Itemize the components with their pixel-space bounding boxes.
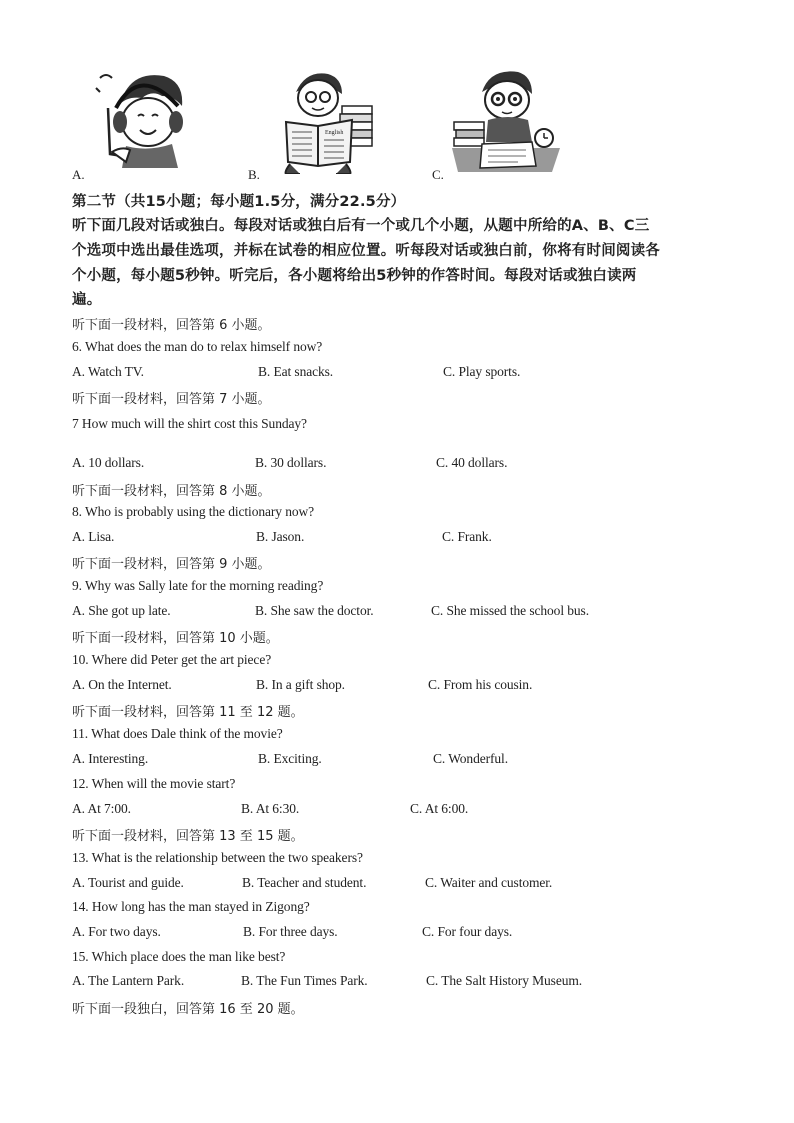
picture-a-label: A. xyxy=(72,167,85,182)
q15-option-c: C. The Salt History Museum. xyxy=(426,973,583,988)
question-13: 13. What is the relationship between the two speakers? xyxy=(72,850,363,865)
q14-option-a: A. For two days. xyxy=(72,924,161,939)
section-title: 第二节（共15小题；每小题1.5分，满分22.5分） xyxy=(72,194,406,210)
question-14: 14. How long has the man stayed in Zigong? xyxy=(72,899,310,914)
q7-option-b: B. 30 dollars. xyxy=(255,455,327,470)
q11-option-b: B. Exciting. xyxy=(258,751,322,766)
prompt-q16-20: 听下面一段独白，回答第 16 至 20 题。 xyxy=(72,1002,304,1017)
q9-option-b: B. She saw the doctor. xyxy=(255,603,374,618)
question-9: 9. Why was Sally late for the morning reading? xyxy=(72,578,324,593)
prompt-q13-15: 听下面一段材料，回答第 13 至 15 题。 xyxy=(72,829,304,844)
q7-option-c: C. 40 dollars. xyxy=(436,455,508,470)
prompt-q8: 听下面一段材料，回答第 8 小题。 xyxy=(72,484,271,499)
english-book-text: English xyxy=(325,130,344,136)
q11-option-c: C. Wonderful. xyxy=(433,751,508,766)
q8-option-b: B. Jason. xyxy=(256,529,305,544)
q8-option-a: A. Lisa. xyxy=(72,529,115,544)
q6-option-c: C. Play sports. xyxy=(443,364,521,379)
q9-option-c: C. She missed the school bus. xyxy=(431,603,589,618)
instructions-line-3: 个小题，每小题5秒钟。听完后，各小题将给出5秒钟的作答时间。每段对话或独白读两 xyxy=(72,268,637,284)
q12-option-a: A. At 7:00. xyxy=(72,801,131,816)
instructions-line-1: 听下面几段对话或独白。每段对话或独白后有一个或几个小题，从题中所给的A、B、C三 xyxy=(72,218,650,234)
q6-option-b: B. Eat snacks. xyxy=(258,364,334,379)
prompt-q10: 听下面一段材料，回答第 10 小题。 xyxy=(72,631,279,646)
q11-option-a: A. Interesting. xyxy=(72,751,149,766)
prompt-q7: 听下面一段材料，回答第 7 小题。 xyxy=(72,392,271,407)
picture-b-label: B. xyxy=(248,167,260,182)
q14-option-c: C. For four days. xyxy=(422,924,513,939)
q12-option-b: B. At 6:30. xyxy=(241,801,300,816)
question-8: 8. Who is probably using the dictionary now? xyxy=(72,504,315,519)
prompt-q11-12: 听下面一段材料，回答第 11 至 12 题。 xyxy=(72,705,304,720)
q9-option-a: A. She got up late. xyxy=(72,603,171,618)
q7-option-a: A. 10 dollars. xyxy=(72,455,145,470)
question-12: 12. When will the movie start? xyxy=(72,776,236,791)
q12-option-c: C. At 6:00. xyxy=(410,801,469,816)
q8-option-c: C. Frank. xyxy=(442,529,492,544)
q10-option-c: C. From his cousin. xyxy=(428,677,533,692)
question-7: 7 How much will the shirt cost this Sunday? xyxy=(72,416,307,431)
prompt-q9: 听下面一段材料，回答第 9 小题。 xyxy=(72,557,271,572)
question-10: 10. Where did Peter get the art piece? xyxy=(72,652,272,667)
q15-option-b: B. The Fun Times Park. xyxy=(241,973,368,988)
prompt-q6: 听下面一段材料，回答第 6 小题。 xyxy=(72,318,271,333)
question-11: 11. What does Dale think of the movie? xyxy=(72,726,283,741)
q10-option-b: B. In a gift shop. xyxy=(256,677,345,692)
q13-option-b: B. Teacher and student. xyxy=(242,875,367,890)
instructions-line-4: 遍。 xyxy=(72,292,102,308)
question-6: 6. What does the man do to relax himself now? xyxy=(72,339,323,354)
q13-option-c: C. Waiter and customer. xyxy=(425,875,553,890)
instructions-line-2: 个选项中选出最佳选项，并标在试卷的相应位置。听每段对话或独白前，你将有时间阅读各 xyxy=(72,243,660,259)
q6-option-a: A. Watch TV. xyxy=(72,364,144,379)
picture-c-label: C. xyxy=(432,167,444,182)
q14-option-b: B. For three days. xyxy=(243,924,338,939)
question-15: 15. Which place does the man like best? xyxy=(72,949,286,964)
q10-option-a: A. On the Internet. xyxy=(72,677,172,692)
picture-a-boy-with-headphones xyxy=(92,64,192,170)
picture-c-boy-studying-at-desk xyxy=(452,68,560,176)
q15-option-a: A. The Lantern Park. xyxy=(72,973,185,988)
picture-b-boy-reading-newspaper xyxy=(272,70,382,174)
q13-option-a: A. Tourist and guide. xyxy=(72,875,184,890)
